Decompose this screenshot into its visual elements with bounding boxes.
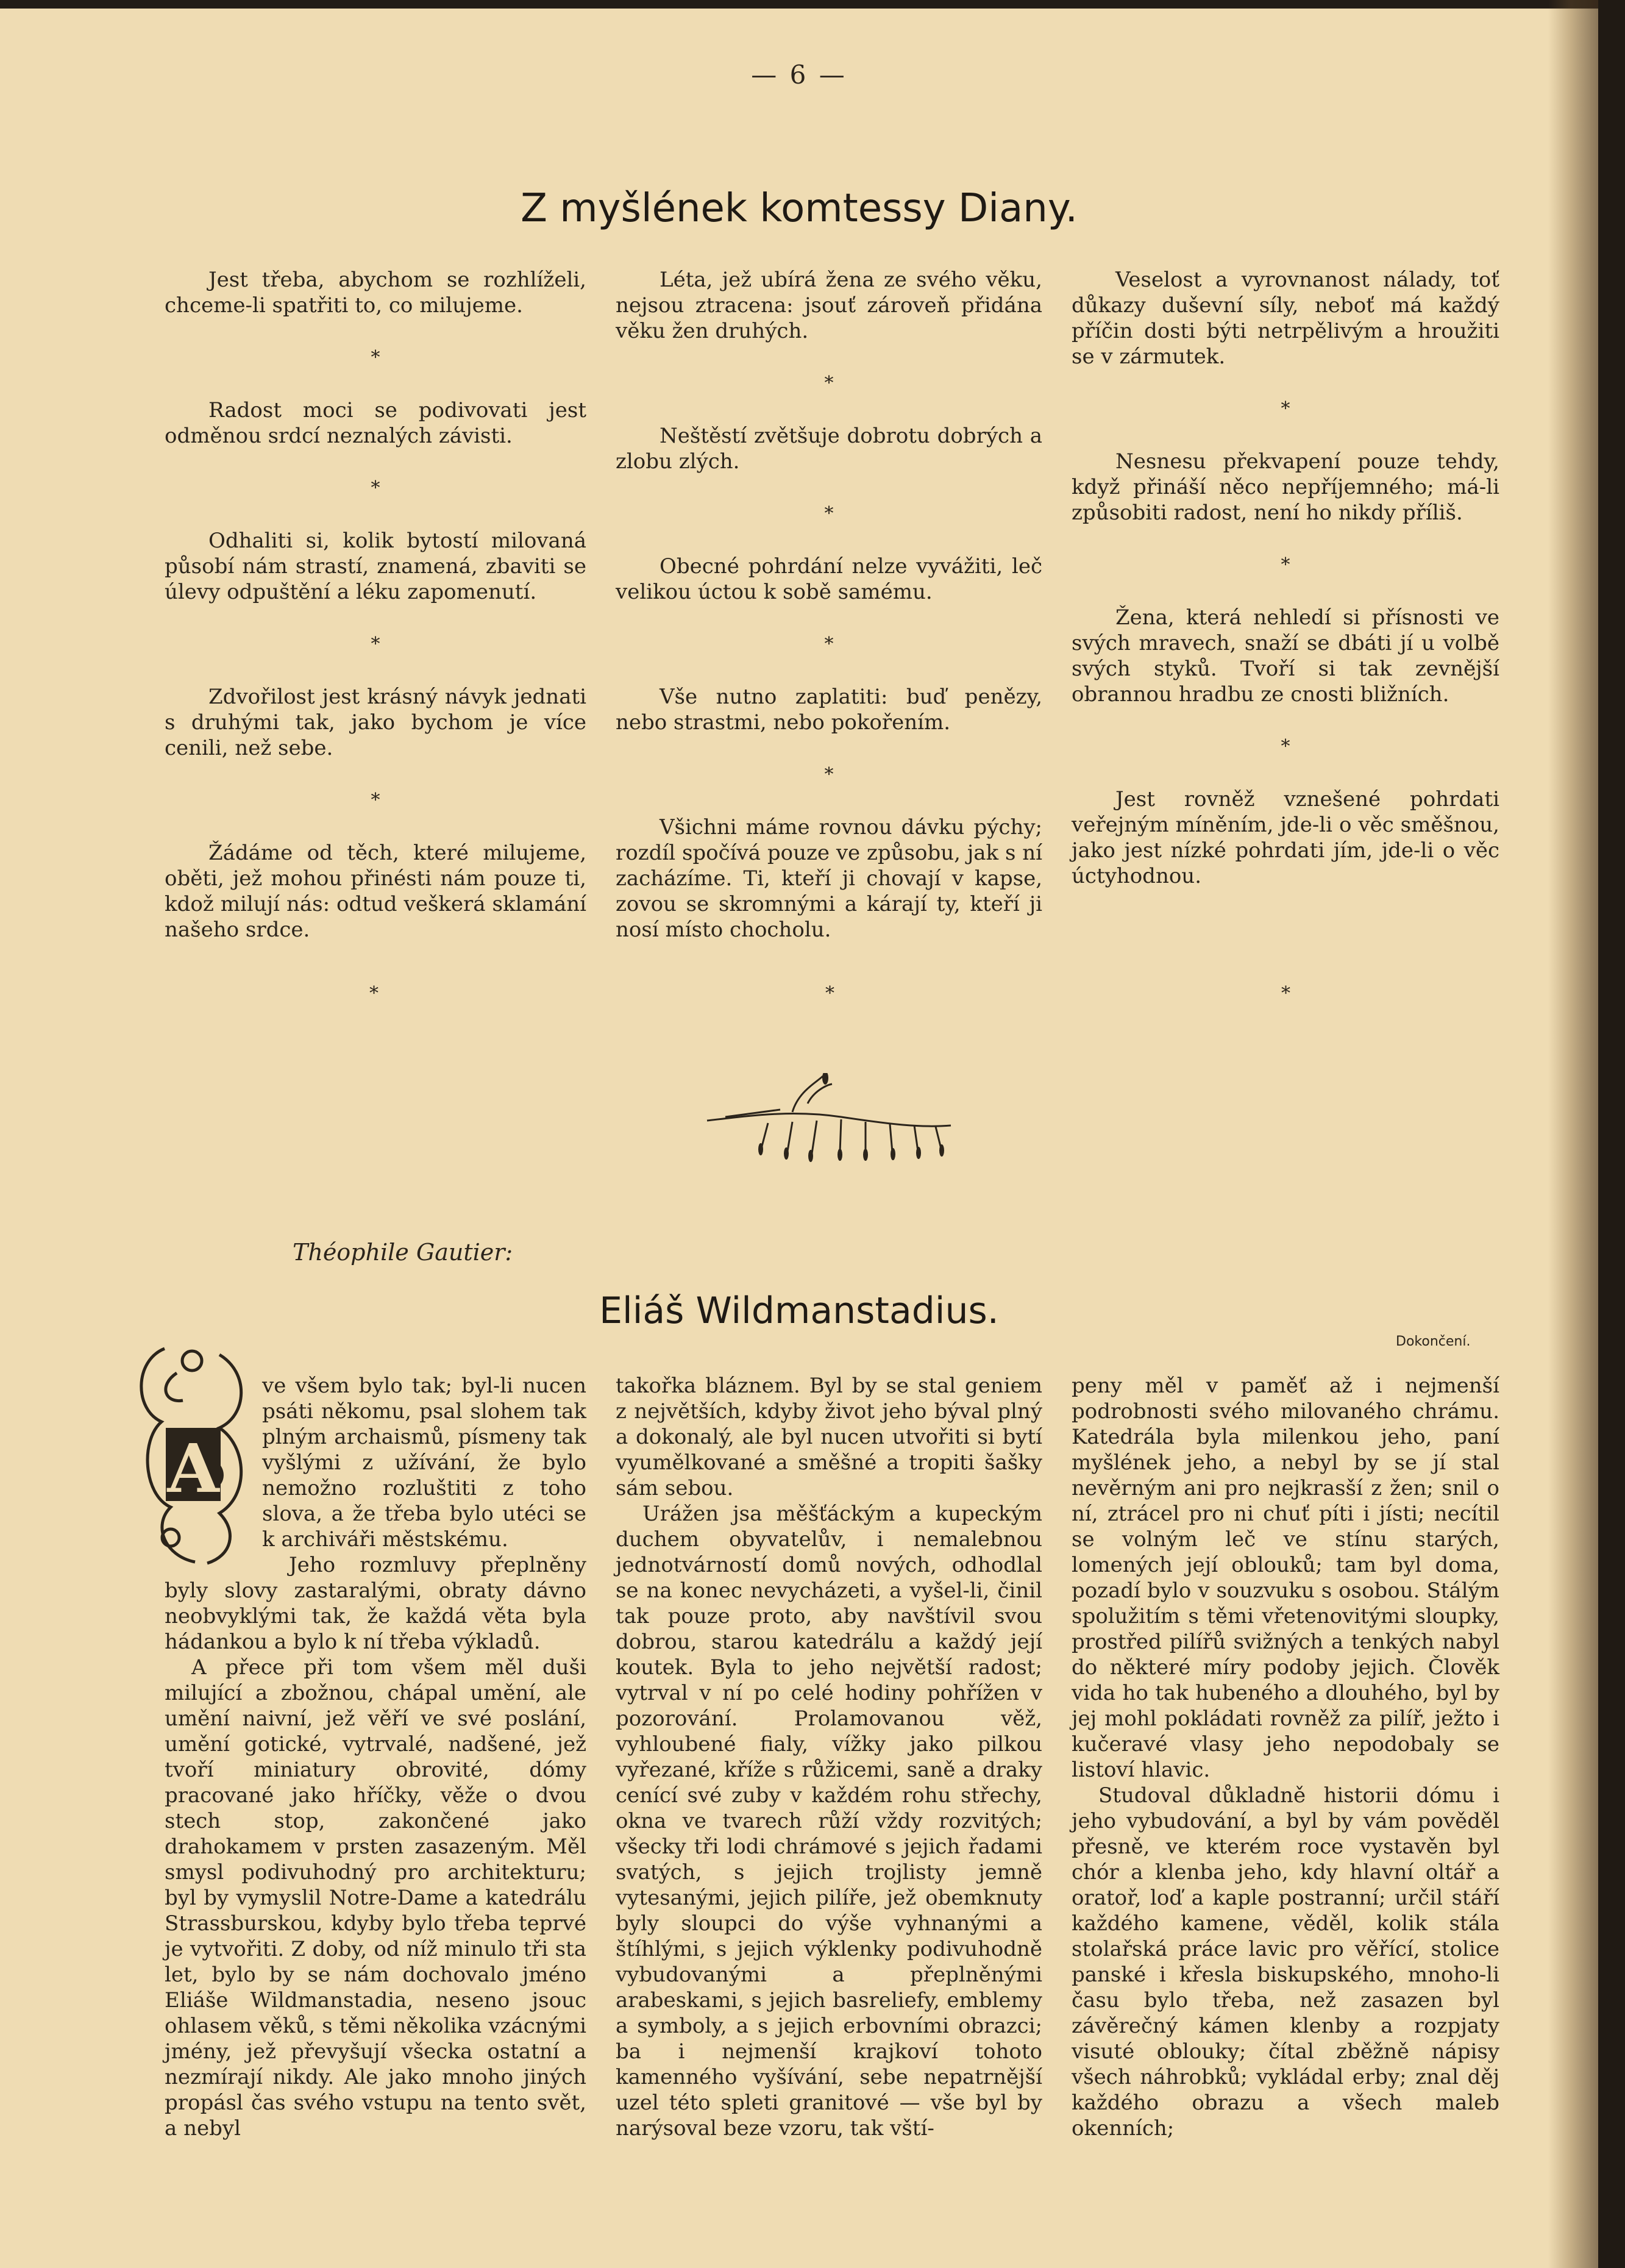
oat-sprig-ornament-icon: [701, 1073, 957, 1164]
separator-star: *: [824, 503, 834, 524]
story-column-2: [616, 1373, 1042, 2141]
author-name: Théophile Gautier:: [293, 1239, 513, 1266]
page-binding-shadow: [1548, 0, 1598, 2268]
separator-star: *: [371, 477, 380, 499]
aphorism-column-2: [616, 267, 1042, 943]
separator-star: *: [1281, 736, 1290, 757]
scan-top-edge: [0, 0, 1598, 9]
separator-star: *: [824, 373, 834, 394]
story-paragraph: takořka bláznem. Byl by se stal geniem z největších, kdyby život jeho býval plný a dokonalý, ale byl nucen utvořiti si bytí vyumělkované a směšné a tropiti šašky sám sebou.: [616, 1374, 1042, 1500]
aphorism: Žádáme od těch, které milujeme, oběti, jež mohou přinésti nám pouze ti, kdož milují nás: odtud veškerá sklamání našeho srdce.: [165, 841, 586, 942]
aphorism: Nesnesu překvapení pouze tehdy, když přináší něco nepříjemného; má-li způsobiti radost, není ho nikdy příliš.: [1072, 449, 1499, 525]
story-paragraph: peny měl v paměť až i nejmenší podrobnosti svého milovaného chrámu. Katedrála byla milenkou jeho, paní myšlének jeho, a nebyl by se jí stal nevěrným ani pro nejkrasší z žen; snil o ní, ztrácel pro ni chuť píti i jísti; necítil se volným leč ve stínu starých, lomených její oblouků; tam byl doma, pozadí bylo v souzvuku s osobou. Stálým spolužitím s těmi vřetenovitými sloupky, prostřed pilířů svižných a tenkých nabyl do některé míry podoby jejich. Člověk vida ho tak hubeného a dlouhého, byl by jej mohl pokládati rovněž za pilíř, ježto i kučeravé vlasy jeho nepodobaly se listoví hlavic.: [1072, 1374, 1499, 1782]
scan-right-edge: [1598, 0, 1625, 2268]
story-paragraph: ve všem bylo tak; byl-li nucen psáti někomu, psal slohem tak plným archaismů, písmeny tak vyšlými z užívání, že bylo nemožno rozluštiti z toho slova, a že třeba bylo utéci se k archiváři městskému.: [262, 1374, 586, 1552]
aphorism: Jest rovněž vznešené pohrdati veřejným míněním, jde-li o věc směšnou, jako jest nízké pohrdati jím, jde-li o věc úctyhodnou.: [1072, 787, 1499, 888]
separator-star: *: [824, 633, 834, 655]
story-paragraph: A přece při tom všem měl duši milující a zbožnou, chápal umění, ale umění naivní, jež věří ve své poslání, umění gotické, vytrvalé, nadšené, jež tvoří miniatury obrovité, dómy pracované jako hříčky, věže o dvou stech stop, zakončené jako drahokamem v prsten zasazeným. Měl smysl podivuhodný pro architekturu; byl by vymyslil Notre-Dame a katedrálu Strassburskou, kdyby bylo třeba teprvé je vytvořiti. Z doby, od níž minulo tři sta let, bylo by se nám dochovalo jméno Eliáše Wildmanstadia, neseno jsouc ohlasem věků, s těmi několika vzácnými jmény, jež převyšují všecka ostatní a nezmírají nikdy. Ale jako mnoho jiných propásl čas svého vstupu na tento svět, a nebyl: [165, 1655, 586, 2141]
aphorism: Radost moci se podivovati jest odměnou srdcí neznalých závisti.: [165, 398, 586, 448]
story-paragraph: Urážen jsa měšťáckým a kupeckým duchem obyvatelův, i nemalebnou jednotvárností domů nových, odhodlal se na konec nevycházeti, a vyšel-li, činil tak pouze proto, aby navštívil svou dobrou, starou katedrálu a každý její koutek. Byla to jeho největší radost; vytrval v ní po celé hodiny pohřížen v pozorování. Prolamovanou věž, vyhloubené fialy, vížky jako pilkou vyřezané, kříže s růžicemi, saně a draky cenící své zuby v každém rohu střechy, okna ve tvarech růží vždy rozvitých; všecky tři lodi chrámové s jejich řadami svatých, s jejich trojlisty jemně vytesanými, jejich pilíře, jež obemknuty byly sloupci do výše vyhnanými a štíhlými, s jejich výklenky podivuhodně vybudovanými a přeplněnými arabeskami, s jejich basreliefy, emblemy a symboly, a s jejich erbovními obrazci; ba i nejmenší krajkoví tohoto kamenného vyšívání, sebe nepatrnější uzel této spleti granitové — vše byl by narýsoval beze vzoru, tak vští-: [616, 1502, 1042, 2141]
separator-star: *: [371, 633, 380, 655]
separator-star: *: [824, 764, 834, 785]
aphorism: Léta, jež ubírá žena ze svého věku, nejsou ztracena: jsouť zároveň přidána věku žen druhých.: [616, 268, 1042, 343]
separator-star: *: [371, 790, 380, 811]
separator-star: *: [371, 347, 380, 368]
continued-note: Dokončení.: [1396, 1334, 1471, 1349]
aphorism: Odhaliti si, kolik bytostí milovaná působí nám strastí, znamená, zbaviti se úlevy odpuštění a léku zapomenutí.: [165, 529, 586, 604]
aphorism-column-1: [165, 267, 586, 943]
aphorism: Zdvořilost jest krásný návyk jednati s druhými tak, jako bychom je více cenili, než sebe.: [165, 685, 586, 760]
aphorism: Veselost a vyrovnanost nálady, toť důkazy duševní síly, neboť má každý příčin dosti býti netrpělivým a hroužiti se v zármutek.: [1072, 268, 1499, 369]
aphorism: Žena, která nehledí si přísnosti ve svých mravech, snaží se dbáti jí u volbě svých styků. Tvoří si tak zevnější obrannou hradbu ze cnosti bližních.: [1072, 605, 1499, 707]
separator-star: *: [825, 983, 834, 1004]
aphorism: Neštěstí zvětšuje dobrotu dobrých a zlobu zlých.: [616, 424, 1042, 474]
separator-star: *: [369, 983, 379, 1004]
aphorism: Obecné pohrdání nelze vyvážiti, leč velikou úctou k sobě samému.: [616, 554, 1042, 604]
aphorism: Jest třeba, abychom se rozhlíželi, chceme-li spatřiti to, co milujeme.: [165, 268, 586, 318]
separator-star: *: [1281, 983, 1290, 1004]
aphorism: Vše nutno zaplatiti: buď penězy, nebo strastmi, nebo pokořením.: [616, 685, 1042, 735]
section-title-story: Eliáš Wildmanstadius.: [599, 1289, 999, 1332]
drop-cap-letter: A: [167, 1429, 219, 1508]
separator-star: *: [1281, 554, 1290, 576]
aphorism: Všichni máme rovnou dávku pýchy; rozdíl spočívá pouze ve způsobu, jak s ní zacházíme. Ti, kteří ji chovají v kapse, zovou se skromnými a kárají ty, kteří ji nosí místo chocholu.: [616, 815, 1042, 942]
page-number: — 6 —: [751, 60, 847, 90]
section-title-aphorisms: Z myšlének komtessy Diany.: [521, 186, 1078, 231]
aphorism-column-3: [1072, 267, 1499, 889]
story-column-3: [1072, 1373, 1499, 2141]
story-paragraph: Studoval důkladně historii dómu i jeho vybudování, a byl by vám pověděl přesně, ve kterém roce vystavěn byl chór a klenba jeho, kdy hlavní oltář a oratoř, loď a kaple postranní; určil stáří každého kamene, věděl, kolik stála stolařská práce lavic pro věřící, stolice panské i křesla biskupského, mnoho-li času bylo třeba, než zasazen byl závěrečný kámen klenby a rozpjaty visuté oblouky; čítal zběžně nápisy všech náhrobků; vykládal erby; znal děj každého obrazu a všech maleb okenních;: [1072, 1783, 1499, 2141]
separator-star: *: [1281, 398, 1290, 419]
story-column-1: [165, 1373, 586, 2141]
story-paragraph: Jeho rozmluvy přeplněny byly slovy zastaralými, obraty dávno neobvyklými tak, že každá věta byla hádankou a bylo k ní třeba výkladů.: [165, 1553, 586, 1654]
ornamental-drop-cap: [128, 1336, 256, 1568]
